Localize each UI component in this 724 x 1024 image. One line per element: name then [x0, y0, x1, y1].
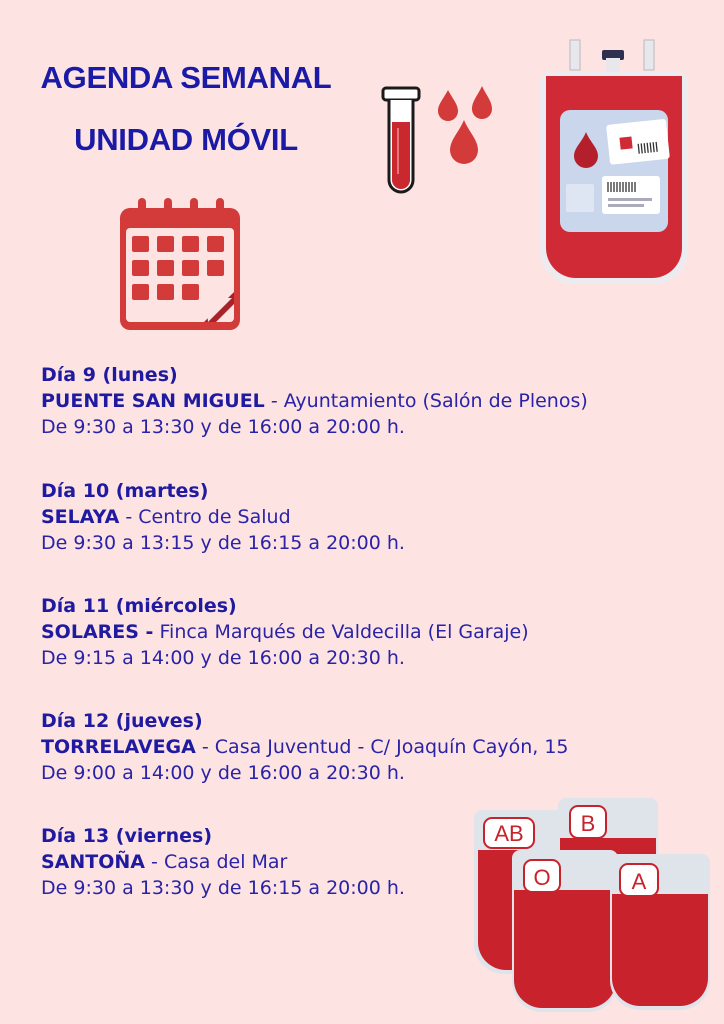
- blood-drops-icon: [434, 84, 500, 174]
- blood-type-label: AB: [494, 821, 524, 846]
- blood-type-label: O: [533, 865, 551, 890]
- schedule-location: Finca Marqués de Valdecilla (El Garaje): [153, 621, 529, 643]
- schedule-place: PUENTE SAN MIGUEL: [41, 390, 265, 412]
- schedule-place: SELAYA: [41, 506, 120, 528]
- schedule-place: SANTOÑA: [41, 851, 146, 873]
- schedule-entry: [41, 362, 711, 440]
- blood-bag-icon: [536, 36, 692, 294]
- test-tube-icon: [376, 84, 426, 200]
- schedule-day: Día 11 (miércoles): [41, 595, 237, 617]
- schedule-hours: De 9:30 a 13:30 y de 16:15 a 20:00 h.: [41, 877, 405, 899]
- blood-bag-o: [512, 850, 618, 1012]
- schedule-day: Día 9 (lunes): [41, 364, 178, 386]
- schedule-hours: De 9:15 a 14:00 y de 16:00 a 20:30 h.: [41, 647, 405, 669]
- schedule-entry: [41, 478, 711, 556]
- blood-type-label: A: [631, 869, 647, 894]
- schedule-place: TORRELAVEGA: [41, 736, 196, 758]
- schedule-hours: De 9:30 a 13:30 y de 16:00 a 20:00 h.: [41, 416, 405, 438]
- blood-type-label: B: [580, 811, 596, 836]
- schedule-hours: De 9:30 a 13:15 y de 16:15 a 20:00 h.: [41, 532, 405, 554]
- schedule-day: Día 10 (martes): [41, 480, 209, 502]
- schedule-location: - Centro de Salud: [119, 506, 291, 528]
- page-title-line1: AGENDA SEMANAL: [40, 60, 332, 95]
- schedule-hours: De 9:00 a 14:00 y de 16:00 a 20:30 h.: [41, 762, 405, 784]
- blood-type-bags-icon: [470, 794, 716, 1016]
- schedule-location: - Casa del Mar: [145, 851, 288, 873]
- schedule-location: - Ayuntamiento (Salón de Plenos): [264, 390, 588, 412]
- blood-bag-a: [610, 854, 710, 1010]
- schedule-location: - Casa Juventud - C/ Joaquín Cayón, 15: [195, 736, 569, 758]
- schedule-entry: [41, 593, 711, 671]
- schedule-day: Día 13 (viernes): [41, 825, 213, 847]
- schedule-place: SOLARES -: [41, 621, 154, 643]
- calendar-icon: [116, 194, 244, 334]
- schedule-day: Día 12 (jueves): [41, 710, 203, 732]
- page-title-line2: UNIDAD MÓVIL: [74, 122, 298, 157]
- schedule-entry: [41, 708, 711, 786]
